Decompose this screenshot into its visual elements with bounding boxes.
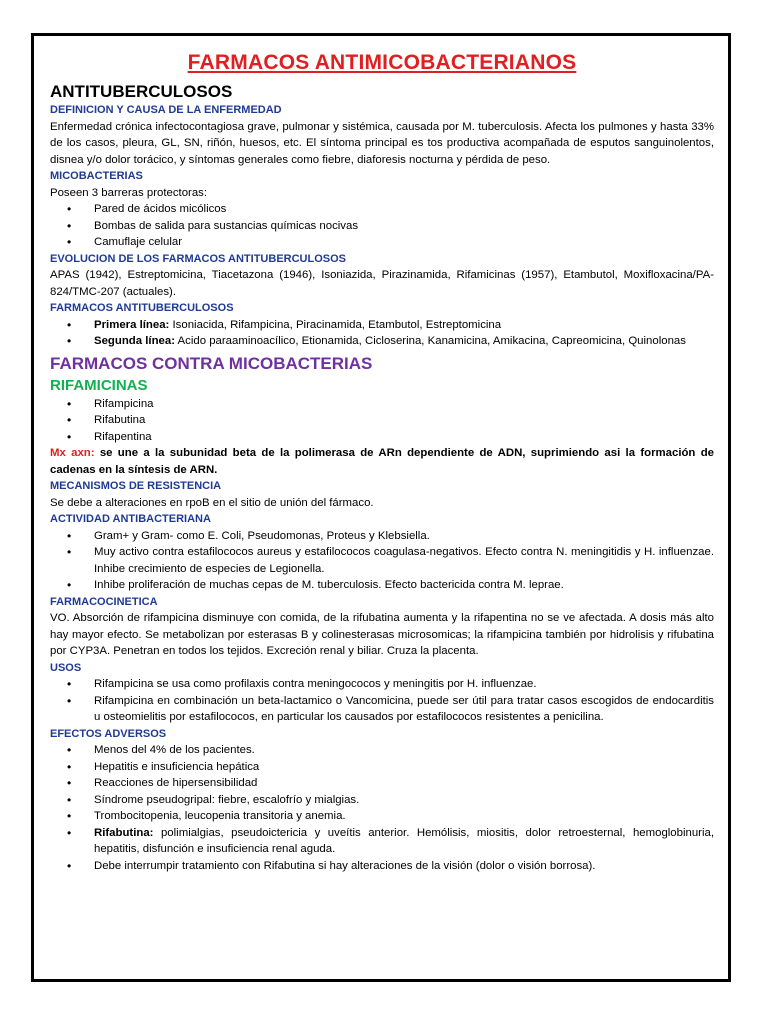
barreras-list [50, 201, 714, 251]
definicion-text: Enfermedad crónica infectocontagiosa grave, pulmonar y sistémica, causada por M. tuberculosis. Afecta los pulmones y hasta 33% de los casos, pleura, GL, SN, riñón, huesos, etc. El síntoma principal es tos productiva acompañada de esputos sanguinolentos, disnea y/o dolor torácico, y síntomas generales como fiebre, diaforesis nocturna y pérdida de peso. [50, 120, 714, 166]
rifamicinas-list [50, 396, 714, 446]
list-item: • Rifampicina se usa como profilaxis contra meningococos y meningitis por H. influenzae. [94, 676, 714, 693]
list-item: • Rifapentina [94, 429, 714, 446]
subheading-efectos-adversos: EFECTOS ADVERSOS [50, 727, 167, 740]
list-item: • Rifampicina en combinación un beta-lactamico o Vancomicina, puede ser útil para tratar casos escogidos de endocarditis u osteomielitis por estafilococos, en particular los causados por estafilococos resistentes a penicilina. [94, 693, 714, 726]
evolucion-text: APAS (1942), Estreptomicina, Tiacetazona (1946), Isoniazida, Pirazinamida, Rifamicinas (1957), Etambutol, Moxifloxacina/PA-824/TMC-207 (actuales). [50, 269, 714, 298]
actividad-list [50, 528, 714, 594]
section-heading-contra-micobacterias: FARMACOS CONTRA MICOBACTERIAS [50, 353, 373, 373]
list-item: • Trombocitopenia, leucopenia transitoria y anemia. [94, 808, 714, 825]
list-item: • Muy activo contra estafilococos aureus y estafilococos coagulasa-negativos. Efecto contra N. meningitidis y H. influenzae. Inhibe crecimiento de especies de Legionella. [94, 544, 714, 577]
farmacos-list [50, 317, 714, 350]
section-heading-rifamicinas: RIFAMICINAS [50, 376, 148, 394]
subheading-resistencia: MECANISMOS DE RESISTENCIA [50, 480, 222, 492]
list-item: • Debe interrumpir tratamiento con Rifabutina si hay alteraciones de la visión (dolor o visión borrosa). [94, 858, 714, 875]
list-item: • Reacciones de hipersensibilidad [94, 775, 714, 792]
subheading-farmacos-antituberculosos: FARMACOS ANTITUBERCULOSOS [50, 302, 234, 314]
list-item: • Inhibe proliferación de muchas cepas de M. tuberculosis. Efecto bactericida contra M. leprae. [94, 577, 714, 594]
list-item: • Hepatitis e insuficiencia hepática [94, 759, 714, 776]
subheading-actividad: ACTIVIDAD ANTIBACTERIANA [50, 513, 211, 525]
micobacterias-intro: Poseen 3 barreras protectoras: [50, 186, 208, 199]
primera-linea-label: Primera línea: [94, 318, 170, 331]
adversos-list [50, 742, 714, 874]
rifabutina-label: Rifabutina: [94, 826, 154, 839]
subheading-evolucion: EVOLUCION DE LOS FARMACOS ANTITUBERCULOSOS [50, 252, 346, 265]
list-item [94, 825, 714, 858]
mx-axn-label: Mx axn: [50, 447, 95, 459]
mx-axn-paragraph [50, 445, 714, 478]
list-item: • Rifabutina [94, 412, 714, 429]
usos-list [50, 676, 714, 726]
subheading-farmacocinetica: FARMACOCINETICA [50, 595, 158, 608]
subheading-definicion: DEFINICION Y CAUSA DE LA ENFERMEDAD [50, 104, 282, 116]
rifabutina-text: polimialgias, pseudoictericia y uveítis anterior. Hemólisis, miositis, dolor retroesternal, hemoglobinuria, hepatitis, disfunción e insuficiencia renal aguda. [94, 826, 714, 855]
list-item [94, 317, 714, 334]
list-item: • Pared de ácidos micólicos [94, 201, 714, 218]
subheading-usos: USOS [50, 661, 82, 674]
list-item: • Camuflaje celular [94, 234, 714, 251]
page-title: FARMACOS ANTIMICOBACTERIANOS [187, 51, 577, 74]
list-item: • Rifampicina [94, 396, 714, 413]
section-heading-antituberculosos: ANTITUBERCULOSOS [50, 82, 233, 101]
list-item: • Gram+ y Gram- como E. Coli, Pseudomonas, Proteus y Klebsiella. [94, 528, 714, 545]
farmacocinetica-text: VO. Absorción de rifampicina disminuye con comida, de la rifubatina aumenta y la rifapentina no se ve afectada. A dosis más alto hay mayor efecto. Se metabolizan por esterasas B y colinesterasas microsomicas; la rifampicina también por hidrolisis y rifubatina por CYP3A. Penetran en todos los tejidos. Excreción renal y biliar. Cruza la placenta. [50, 612, 714, 657]
mx-axn-text: se une a la subunidad beta de la polimerasa de ARn dependiente de ADN, suprimiendo asi la formación de cadenas en la síntesis de ARN. [50, 447, 714, 476]
segunda-linea-label: Segunda línea: [94, 335, 176, 347]
subheading-micobacterias: MICOBACTERIAS [50, 170, 143, 182]
list-item: • Síndrome pseudogripal: fiebre, escalofrío y mialgias. [94, 792, 714, 809]
document-page [31, 33, 731, 982]
list-item [94, 333, 714, 350]
list-item: • Menos del 4% de los pacientes. [94, 742, 714, 759]
primera-linea-text: Isoniacida, Rifampicina, Piracinamida, Etambutol, Estreptomicina [169, 318, 502, 331]
segunda-linea-text: Acido paraaminoacílico, Etionamida, Cicloserina, Kanamicina, Amikacina, Capreomicina, Quinolonas [175, 335, 686, 347]
resistencia-text: Se debe a alteraciones en rpoB en el sitio de unión del fármaco. [50, 496, 374, 509]
list-item: • Bombas de salida para sustancias químicas nocivas [94, 218, 714, 235]
